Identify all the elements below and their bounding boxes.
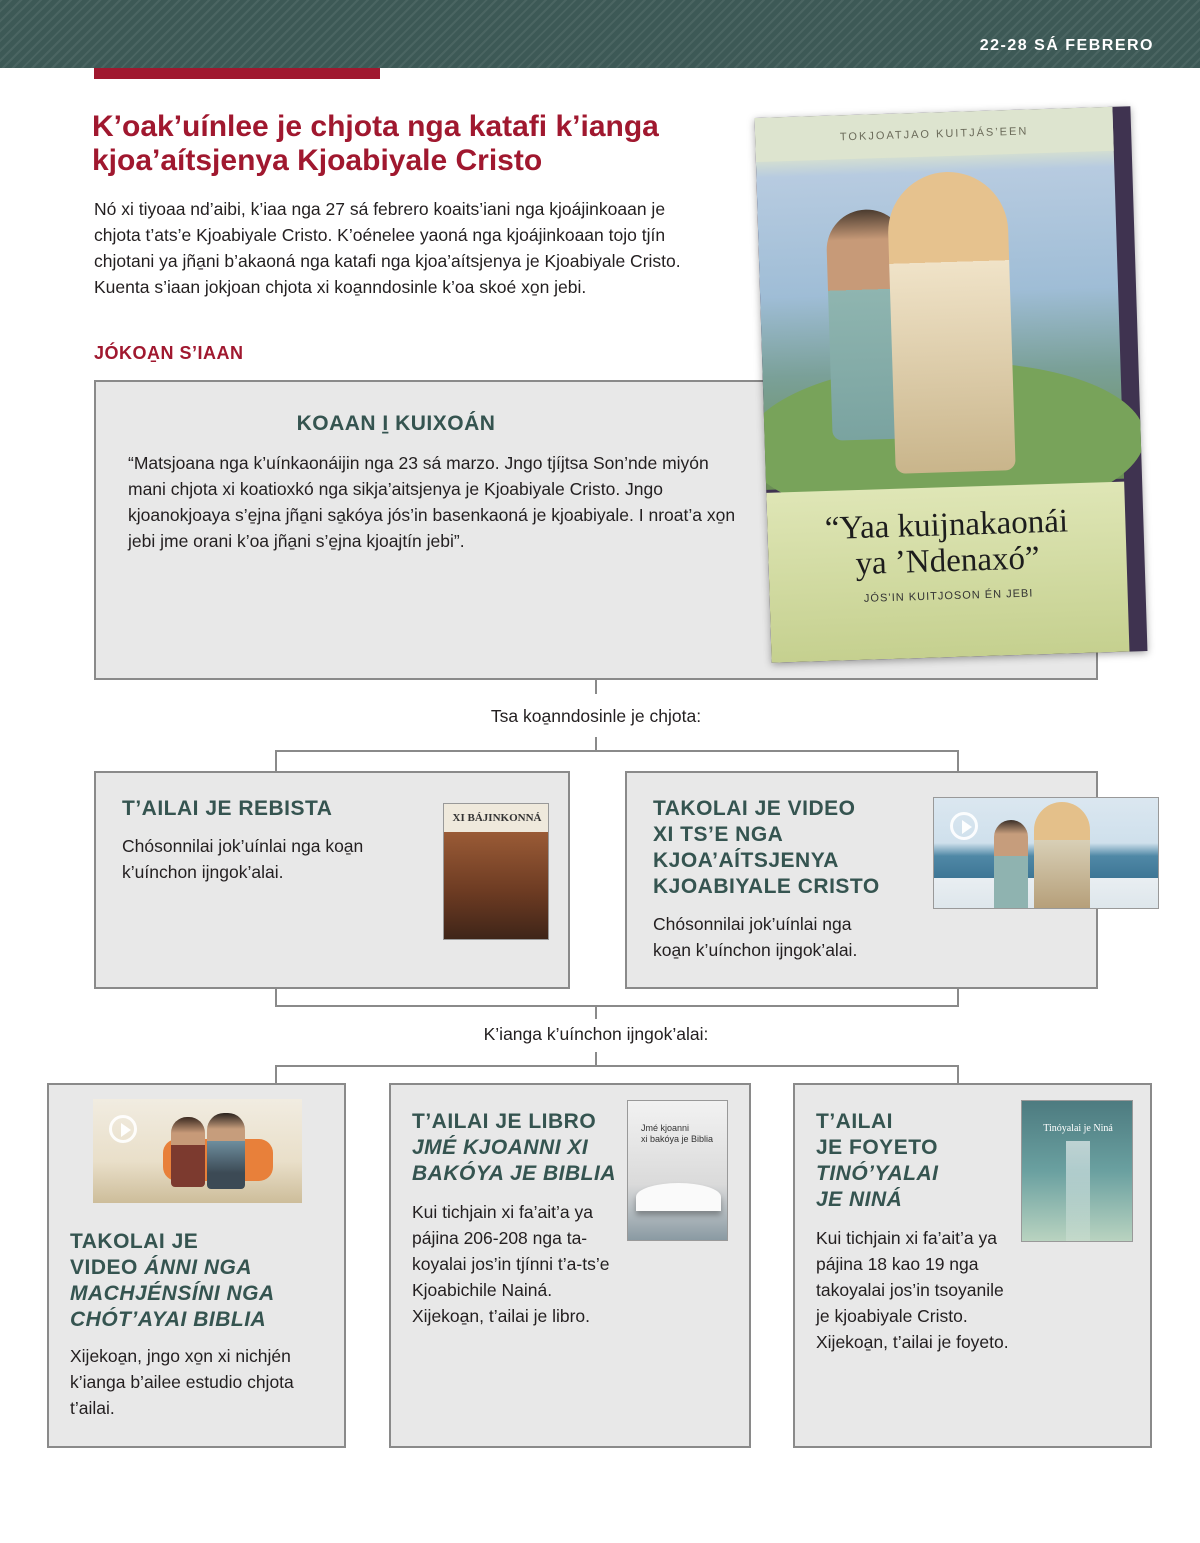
video-thumbnail[interactable] — [933, 797, 1159, 909]
option-magazine-text: Chósonnilai jok’uínlai nga koa̱n k’uínchon ijngok’alai. — [122, 836, 364, 882]
next-video-text: Xijekoa̱n, jngo xo̱n xi nichjén k’ianga b’ailee estudio chjota t’ailai. — [70, 1346, 294, 1418]
option-video-heading: TAKOLAI JE VIDEO XI TS’E NGA KJOA’AÍTSJENYA KJOABIYALE CRISTO — [653, 797, 880, 898]
title-line-2: kjoa’aítsjenya Kjoabiyale Cristo — [92, 144, 543, 177]
next-book-heading: T’AILAI JE LIBRO JMÉ KJOANNI XI BAKÓYA JE BIBLIA — [412, 1110, 617, 1185]
connector-line — [957, 750, 959, 772]
title-line-1: K’oak’uínlee je chjota nga katafi k’ianga — [92, 110, 659, 143]
caption-if-interested: Tsa koa̱nndosinle je chjota: — [490, 706, 702, 726]
accent-bar — [94, 68, 380, 79]
open-bible-graphic — [636, 1183, 721, 1211]
connector-line — [595, 680, 597, 694]
next-brochure-text: Kui tichjain xi fa’ait’a ya pájina 18 kao 19 nga takoyalai jos’in tsoyanile je kjoabiyale Cristo. Xijekoa̱n, t’ailai je foyeto. — [816, 1228, 1009, 1352]
woman-figure — [886, 170, 1015, 474]
connector-line — [595, 1052, 597, 1066]
magazine-cover-image: XI BÁJINKONNÁ — [443, 803, 549, 940]
connector-line — [275, 750, 959, 752]
connector-line — [595, 1005, 597, 1019]
book-cover-image: Jmé kjoanni xi bakóya je Biblia — [627, 1100, 728, 1241]
option-magazine-box — [94, 771, 570, 989]
caption-return-visit: K’ianga k’uínchon ijngok’alai: — [483, 1024, 709, 1044]
brochure-cover-image: Tinóyalai je Niná — [1021, 1100, 1133, 1242]
play-icon — [109, 1115, 137, 1143]
study-video-thumbnail[interactable] — [93, 1099, 302, 1203]
intro-paragraph: Nó xi tiyoaa nd’aibi, k’iaa nga 27 sá febrero koaits’iani nga kjoájinkoaan je chjota t’ats’e Kjoabiyale Cristo. K’oénelee yaoná nga kjoájinkoaan tojo tjín chjotani ya jña̱ni b’akaoná nga katafi nga kjoa’aítsjenya je Kjoabiyale Cristo. Kuenta s’iaan jokjoan chjota xi koa̱nndosinle k’oa skoé xo̱n jebi. — [94, 199, 681, 297]
presentation-quote: “Matsjoana nga k’uínkaonáijin nga 23 sá marzo. Jngo tjíjtsa Son’nde miyón mani chjota xi koatioxkó nga sikja’aitsjenya je Kjoabiyale Cristo. Jngo kjoanokjoaya s’e̱jna jña̱ni sa̱kóya jós’in basenkaoná je kjoabiyale. I nroat’a xo̱n jebi jme orani k’oa jña̱ni s’e̱jna kjoajtín jebi”. — [128, 453, 736, 551]
section-label: JÓKOA̱N S’IAAN — [94, 343, 244, 363]
next-brochure-box — [793, 1083, 1152, 1448]
next-book-text: Kui tichjain xi fa’ait’a ya pájina 206-208 nga ta-koyalai jos’in tjínni t’a-ts’e Kjoabichile Nainá. Xijekoa̱n, t’ailai je libro. — [412, 1202, 610, 1326]
week-range: 22-28 SÁ FEBRERO — [979, 37, 1154, 54]
connector-line — [275, 1005, 959, 1007]
cover-photo — [755, 107, 1125, 490]
connector-line — [275, 1065, 959, 1067]
option-magazine-heading: T’AILAI JE REBISTA — [122, 797, 333, 820]
page-title — [92, 110, 732, 178]
play-icon — [950, 812, 978, 840]
next-brochure-heading: T’AILAI JE FOYETO TINÓ’YALAI JE NINÁ — [816, 1110, 939, 1211]
cover-title: “Yaa kuijnakaonái ya ’Ndenaxó” — [824, 503, 1069, 583]
cover-top-text: TOKJOATJAO KUITJÁS’EEN — [839, 125, 1029, 144]
connector-line — [957, 1065, 959, 1085]
connector-line — [275, 1065, 277, 1085]
connector-line — [595, 737, 597, 751]
option-video-text: Chósonnilai jok’uínlai nga koa̱n k’uínchon ijngok’alai. — [653, 914, 858, 960]
header-bar — [0, 0, 1200, 68]
next-book-box — [389, 1083, 751, 1448]
invitation-cover-image — [755, 106, 1148, 663]
presentation-heading: KOAAN I̱ KUIXOÁN — [296, 412, 496, 435]
cover-subtitle: JÓS’IN KUITJOSON ÉN JEBI — [863, 587, 1034, 605]
next-video-heading: TAKOLAI JE VIDEO ÁNNI NGA MACHJÉNSÍNI NGA CHÓT’AYAI BIBLIA — [70, 1230, 275, 1331]
connector-line — [275, 750, 277, 772]
